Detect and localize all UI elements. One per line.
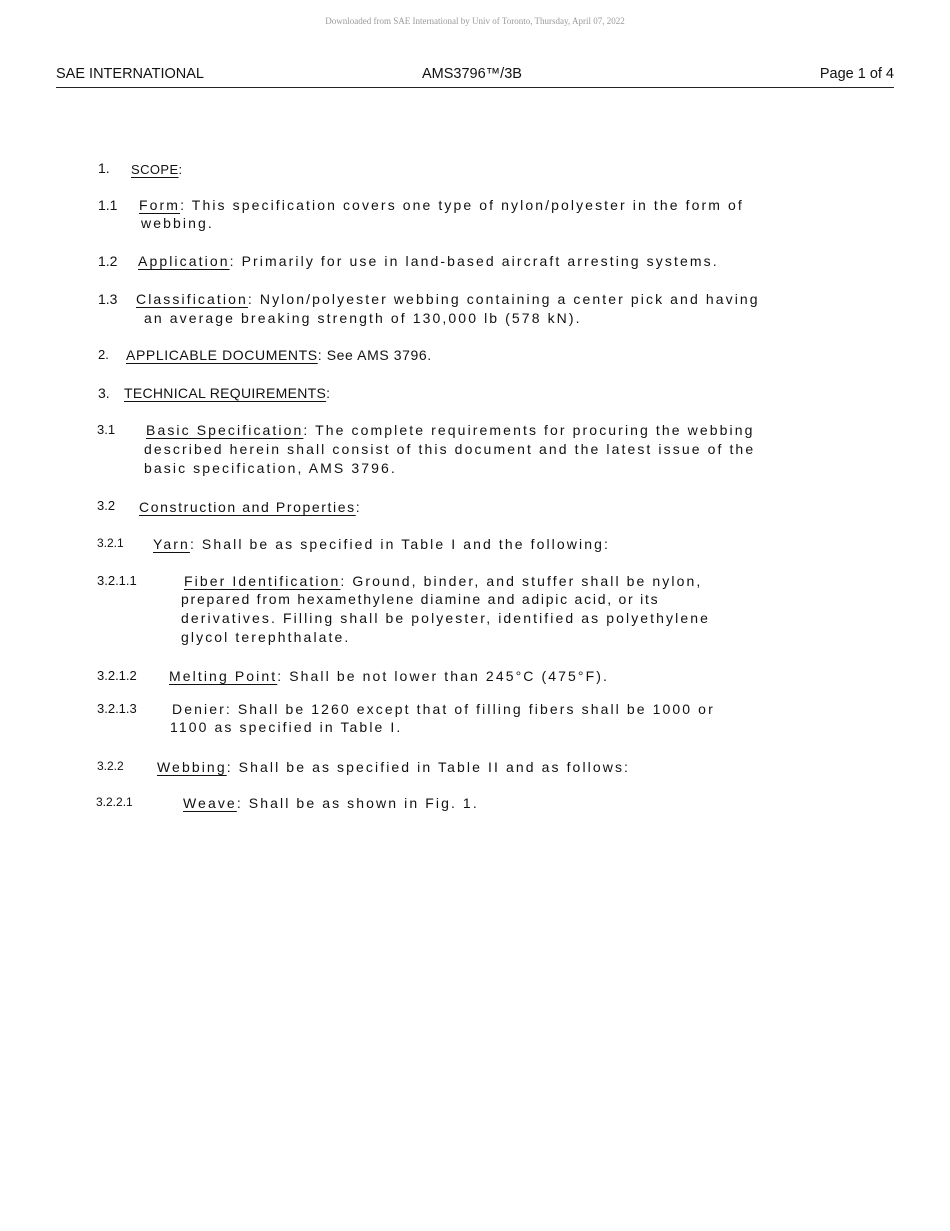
- section-number: 2.: [98, 347, 109, 362]
- section-number: 3.2.2.1: [96, 795, 133, 809]
- page-header: [56, 66, 894, 88]
- section-title: Weave: [183, 795, 237, 811]
- header-doc-number: AMS3796™/3B: [422, 66, 522, 82]
- section-basic-specification: [146, 421, 755, 440]
- section-text-continued: glycol terephthalate.: [181, 629, 351, 645]
- header-page-number: Page 1 of 4: [819, 66, 894, 82]
- section-number: 3.2.1: [97, 536, 124, 550]
- section-title: Classification: [136, 291, 248, 307]
- section-number: 1.1: [98, 197, 118, 213]
- section-number: 1.2: [98, 253, 118, 269]
- section-text: : Primarily for use in land-based aircraft arresting systems.: [229, 253, 719, 269]
- section-number: 3.2.1.3: [97, 701, 137, 716]
- section-title: Form: [139, 197, 181, 213]
- section-title: Construction and Properties: [139, 499, 356, 515]
- section-title: APPLICABLE DOCUMENTS: [126, 347, 318, 363]
- header-org: SAE INTERNATIONAL: [56, 66, 204, 82]
- section-text-continued: basic specification, AMS 3796.: [144, 460, 397, 476]
- section-weave: [183, 794, 479, 813]
- section-title: Webbing: [157, 759, 227, 775]
- section-text-continued: an average breaking strength of 130,000 lb (578 kN).: [144, 310, 582, 326]
- section-title: Yarn: [153, 536, 190, 552]
- section-number: 1.: [98, 160, 110, 176]
- section-scope: [131, 160, 183, 179]
- section-title: Basic Specification: [146, 422, 304, 438]
- section-construction-properties: [139, 498, 361, 517]
- section-colon: :: [326, 385, 331, 401]
- section-text: : See AMS 3796.: [317, 347, 432, 363]
- section-webbing: [157, 758, 630, 777]
- section-melting-point: [169, 667, 609, 686]
- section-title: Application: [138, 253, 230, 269]
- section-yarn: [153, 535, 610, 554]
- section-number: 3.2.2: [97, 759, 124, 773]
- section-text: : Shall be as specified in Table I and the following:: [189, 536, 610, 552]
- section-number: 3.2.1.1: [97, 573, 137, 588]
- section-number: 3.2.1.2: [97, 668, 137, 683]
- section-text: : Shall be as shown in Fig. 1.: [236, 795, 479, 811]
- section-text: : Shall be not lower than 245°C (475°F).: [277, 668, 610, 684]
- section-applicable-documents: [126, 346, 432, 365]
- section-text-continued: 1100 as specified in Table I.: [170, 719, 403, 735]
- section-denier: Denier: Shall be 1260 except that of filling fibers shall be 1000 or: [172, 701, 715, 717]
- section-fiber-identification: [184, 572, 702, 591]
- section-number: 3.1: [97, 422, 116, 437]
- section-text: : This specification covers one type of nylon/polyester in the form of: [180, 197, 744, 213]
- section-title: Fiber Identification: [184, 573, 341, 589]
- section-title: Melting Point: [169, 668, 278, 684]
- section-classification: [136, 290, 760, 309]
- section-text-continued: webbing.: [141, 215, 214, 231]
- download-notice: Downloaded from SAE International by Univ of Toronto, Thursday, April 07, 2022: [325, 16, 625, 26]
- section-colon: :: [178, 162, 183, 177]
- section-form: [139, 196, 744, 215]
- section-text-continued: derivatives. Filling shall be polyester, identified as polyethylene: [181, 610, 711, 626]
- section-technical-requirements: [124, 384, 330, 403]
- section-application: [138, 252, 719, 271]
- section-text-continued: prepared from hexamethylene diamine and adipic acid, or its: [181, 591, 660, 607]
- section-number: 1.3: [98, 291, 118, 307]
- section-text: : The complete requirements for procuring the webbing: [303, 422, 755, 438]
- section-title: SCOPE: [131, 162, 179, 177]
- section-text: : Ground, binder, and stuffer shall be nylon,: [340, 573, 703, 589]
- section-text-continued: described herein shall consist of this document and the latest issue of the: [144, 441, 756, 457]
- section-text: : Nylon/polyester webbing containing a center pick and having: [247, 291, 760, 307]
- section-title: TECHNICAL REQUIREMENTS: [124, 385, 327, 401]
- section-number: 3.: [98, 385, 110, 401]
- section-number: 3.2: [97, 498, 116, 513]
- section-text: : Shall be as specified in Table II and as follows:: [226, 759, 631, 775]
- section-colon: :: [355, 499, 362, 515]
